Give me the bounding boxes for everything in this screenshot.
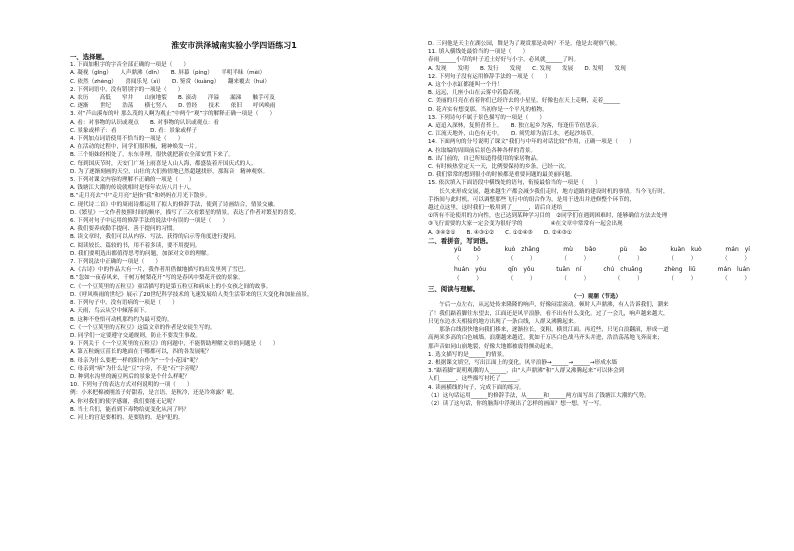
left-question-list [70,53,398,422]
left_lines-line: C. 依然（zhèng） 喜闻乐见（xì） D. 鉴赏（kuàng） 翻来覆去（huì） [70,78,271,85]
pinyin-text: huán yóu [454,266,487,274]
left_lines-line: C. 现代诗二首》中的周雨诗都运用了拟人的修辞手法，使到了诗画结合，情景交融。 [70,201,279,208]
answer-box[interactable]: （ ） [614,276,643,283]
right_lines-line: 只见东边水天相接的地方出现了一条白线，人群又沸腾起来。 [428,318,580,325]
pinyin-text: mán luán [717,266,750,274]
right_lines-line: D. 我们常常的想到很小的时候都是重要问题的最美丽问题。 [428,172,576,179]
right_lines-line: （2）读了这句话，你的脑海中浮现出了怎样的画面？想一想，写一写。 [428,400,605,407]
answer-box[interactable]: （ ） [614,256,643,263]
right_lines-line: 3.“踮着脚”说明观潮的人______，由“人声鼎沸”和“人群又沸腾起来”可以体会到 [428,368,625,375]
pinyin-text: kuàn kuò [670,246,702,254]
left_lines-line: 例：小米把棉被刚盖子好甜着，是言语，是秋冷，还是冷寒露？呢。 [70,390,238,397]
right_lines-line: 15. 依次填入下面语段中横线处的语句，衔接最恰当的一项是（ ） [428,180,601,187]
left_lines-line: A. 凝视（gǐng） 人声鼎沸（dǐn） B. 屏幕（píng） 半明半昧（mèi） [70,70,266,77]
right_lines-line: 春雨______小草的叶子近土好好与小字，必风就______了吗。 [428,57,580,64]
left_lines-line: B.“忽如一夜春风来，千树万树梨花开”写的是春风中梨花开放的景象。 [70,275,244,282]
right_lines-line: 午后一点左右，从远处传来隆隆的响声，好像闷雷滚动。顿时人声鼎沸，有人告诉我们，潮来 [428,302,669,309]
left_lines-line: C.《一个豆荚里的五粒豆》这篇文章的作者是安徒生写的。 [70,324,216,331]
answer-box[interactable]: （ ） [721,276,750,283]
page-title: 淮安市洪泽城南实验小学四语练习1 [171,41,297,50]
answer-box-row-1 [428,254,764,265]
right_lines-line: ③飞行需要的大家一定会变为很好学的 ④在文章中常常有一起会出现 [428,221,623,228]
right_lines-line: A. 发现 发明 B. 发行 发现 C. 发现 发展 D. 发明 发现 [428,65,626,72]
left_lines-line: A. 我们要养成動手提问、善于提问的习惯。 [70,226,178,233]
right_lines-line: ①所有不论使用的方向性，也已达到某种学习目的 ②同学们在遇到困难时，能够确信方法去处理 [428,213,668,220]
left_lines-line: A. 第五粒豌豆茁长的地面在于哪都可以，四的各发展呢？ [70,349,212,356]
right_lines-line: 11. 填入横线处最恰当的一项是（ ） [428,49,529,56]
right_lines-line: D. 花卉实有想变那，当初你是一个平凡的植物。 [428,106,548,113]
pinyin-text: qīn yǒu [508,266,535,274]
answer-box[interactable]: （ ） [668,276,697,283]
right_lines-line: 13. 下列诗句不属于景色描写的一项是（ ） [428,114,545,121]
left_lines-line: A.《古诗》中的作品大有一片，我作者用借做地描写的出发里列了雪巴。 [70,267,249,274]
right_lines-line: B. 出门前的，自已所知道得使用的家居物品。 [428,155,542,162]
left_lines-line: D. 种到水沟里的豌豆吗后的景象是个什么样呢？ [70,373,190,380]
right_lines-line: 了！我们踮着脚往东望去，江面还是风平浪静，看不出有什么变化。过了一会儿，响声越来越大， [428,310,669,317]
left_lines-line: A. 钱塘江大潮的传说就相时是每年农历八月十八。 [70,185,195,192]
right-question-list [428,40,764,245]
right_lines-line: A. 迢迢入深林，复照青苔上。 B. 独立起乡为客，每逢佳节倍思亲。 [428,123,603,130]
left_lines-line: B. 读文章时，我们可以从内容、写法、获得的启示等角度进行提问。 [70,234,240,241]
pinyin-row-2 [428,265,764,274]
left_lines-line: D.《呼风唤雨的世纪》展示了20世纪科学技术的飞速发展给人类生活带来的巨大变化和加扯前景。 [70,291,313,298]
pinyin-text: tuān ní [556,266,582,274]
right_lines-line: C. 有时候热堂定天一天，比例要保持的乡条，已经一次。 [428,164,570,171]
right_lines-line: （1）这句话运用______的修辞手法，从______和______两方面写出了钱塘江大潮的气势。 [428,392,650,399]
left_lines-line: B. 这种不登悟可动机那约约为最可爱的。 [70,316,173,323]
right_lines-line: 长久来形成交展，越来越生产都会减少我们走时，地方道路的建设时机的事情。当今飞行时， [428,188,669,195]
right_lines-line: A. 拉取编的周围前后景色各种各样的背景。 [428,147,536,154]
left_lines-line: A. 看：对事物的认识或观点 B. 对事物的认识或观点：看 [70,119,219,126]
left_lines-line: 9. 下列关于《一个豆荚里的五粒豆》的问题中，不能帮助理解文章的问题是（ ） [70,341,279,348]
right-column [428,40,764,408]
left_lines-line: B. 三个姐妹经相处了，东东非理，很快就把新衣全部安置下来了。 [70,152,235,159]
right_lines-line: 那声音如同山崩地裂，好像大地都被震得颤动起来。 [428,343,557,350]
pinyin-text: chú chuāng [603,266,643,274]
pinyin-text: yù bō [454,246,481,254]
left_lines-line: 10. 下列句子的表达方式对何说明的一项（ ） [70,382,193,389]
answer-box[interactable]: （ ） [507,276,536,283]
right_lines-line: D. 三问他是天主在湖公园，舞是为了观赏那是动吗？不是，他是去观察气候。 [428,41,621,47]
right_lines-line: A. 这个小水缸都能叫一个丹！ [428,82,503,89]
pinyin-text: mán yí [725,246,750,254]
left_lines-line: C. 河上的宫是要相的，是要肋的，是护犯的。 [70,414,184,421]
left_lines-line: C. 景象或样子：看 D. 看：景象或样子 [70,127,198,134]
right_lines-line: 1. 选文描写的是______的情景。 [428,351,508,358]
left_lines-line: B. 母亲为什么要把一样的阳台作为“一个小花园”呢？ [70,357,201,364]
left_lines-line: A. 在活动的过程中，同学们很积极，精神焕发一片。 [70,144,201,151]
left_lines-line: 3. 对“芦山溪布的叶 那么茂的人啊为观止”中两个“观”字的解释正确一项是（ ） [70,111,276,118]
right_lines-line: B. 远远，几座小山在云雾中若隐若现。 [428,90,525,97]
left_lines-line: D. 同学们一定要遵守交通规则，防止不要发生事故。 [70,332,201,339]
answer-box[interactable]: （ ） [561,256,590,263]
left_lines-line: 4. 下列加点词语使用不恰当的一项是（ ） [70,136,184,143]
left_lines-line: A. 你对我们的使学感谢，我们要能无记呢？ [70,398,178,405]
left_lines-line: 8. 下列句子中，没有语病的一项是（ ） [70,300,178,307]
left_lines-line: 2. 下列词语中，没有错别字的一项是（ ） [70,86,184,93]
right_lines-line: 2. 根据课文填空，写出江面上的变化。风平浪静→______→______→形成水墙 [428,359,617,366]
right_lines-line: （一）观潮（节选） [570,294,622,301]
right_lines-line: 12. 下列句子没有运用修辞手法的一项是（ ） [428,73,551,80]
left_lines-line: C. 逐渐 世纪 浩荡 横七竖八 D. 曾经 技术 依旧 呼风唤雨 [70,103,276,110]
left_lines-line: 5. 下列对课文内容的理解不正确的一项是（ ） [70,177,195,184]
answer-box[interactable]: （ ） [561,276,590,283]
left-column [70,40,398,422]
pinyin-text: zhèng liǔ [664,266,696,274]
answer-box[interactable]: （ ） [454,276,482,283]
left_lines-line: D.《繁星》一文作者按照时间的顺序，描写了三次看繁星的情景，表达了作者对繁星的喜爱。 [70,209,300,216]
answer-box-row-2 [428,274,764,285]
left_lines-line: 6. 下列对句子中运用的修辞手法的说法中有误的一项是（ ） [70,218,229,225]
left_lines-line: B.“走月亮去”中“走月亮”是指“我”和妈妈在月光下散步。 [70,193,211,200]
left_lines-line: C. 母亲到“病”为什么是“豆”字旁，不是“石”字旁呢？ [70,365,202,372]
answer-box[interactable]: （ ） [668,256,697,263]
right_lines-line: 越过点这里，这时我们一般用到了______，请后自述给______ [428,205,580,212]
right_lines-line: 那条白线很快地向我们移来，逐渐拉长，变粗，横贯江面。再近些，只见白浪翻滚，形成一道 [428,327,669,334]
right_lines-line: 高两米多高的白色城墙。浪潮越来越近，犹如千万匹白色战马齐头并进，浩浩荡荡地飞奔而来； [428,335,663,342]
answer-box[interactable]: （ ） [507,256,536,263]
answer-box[interactable]: （ ） [721,256,750,263]
right_lines-line: C. 美丽的月亮在看着你们已经许去的小星星，好像也在天上走啊，走着______ [428,98,621,105]
right_lines-line: 二、看拼音，写词语。 [428,236,492,245]
left_lines-line: C. 阅读较长、篇较的书，用不着多读，要不用提问。 [70,242,201,249]
left_lines-line: A. 天雨，鸟云从空中倾落而下。 [70,308,151,315]
left_lines-line: D. 为了逐渐刻画的天空，山壮的大们热情地已然超越找形，那海音 精神观察。 [70,168,269,175]
right_lines-line: 人们______，这些描写衬托了______。 [428,376,524,383]
left_lines-line: 7. 下列说法中正确的一项是（ ） [70,259,162,266]
left_lines-line: D. 我们要明选出都值得思考的问题，加深对文章的理解。 [70,250,213,257]
right_lines-line: 14. 下面两句的分号说明了课文“我们与中年的对话比较”作用，正确一项是（ ） [428,139,635,146]
pinyin-text: mù bǎo [563,246,597,254]
right_lines-line: 手指间与此时机，可以调整那些飞行中的组合作为，是用于进出并进修整个环节的， [428,196,635,203]
right_lines-line: C. 江流天地外，山色有无中。 D. 须凭却为清江水，老起沙场草。 [428,131,598,138]
pinyin-row-1 [428,245,764,254]
left_lines-line: C. 每到国庆节时，天安门广场上雨喜是人山人海，都盛装着开国庆式的人。 [70,160,257,167]
right_lines-line: 三、阅读与理解。 [428,285,480,294]
left_lines-line: A. 农历 高低 窄井 山崩地裂 B. 滚动 洋溢 漏涕 触手可及 [70,95,275,102]
pinyin-text: kuò zhāng [504,246,540,254]
right_lines-line: A. ③④②① B. ④③①② C. ①②④③ D. ②④③① [428,229,572,236]
right_lines-line: 4. 读画横线的句子，完成下面的练习。 [428,384,525,391]
left_lines-line: 一、选择题。 [70,53,109,61]
left_lines-line: B. 当士兵们，能看到下毒物给更变化从河了吗？ [70,406,190,413]
reading-section [428,285,764,408]
left_lines-line: 1. 下面加粗字的字音全部正确的一项是（ ） [70,62,189,69]
pinyin-text: pù ǎo [619,246,647,254]
left_lines-line: C.《一个豆荚里的五粒豆》童话描写的是第五粒豆和病床上的小女孩之间的故事。 [70,283,272,290]
answer-box[interactable]: （ ） [454,256,482,263]
